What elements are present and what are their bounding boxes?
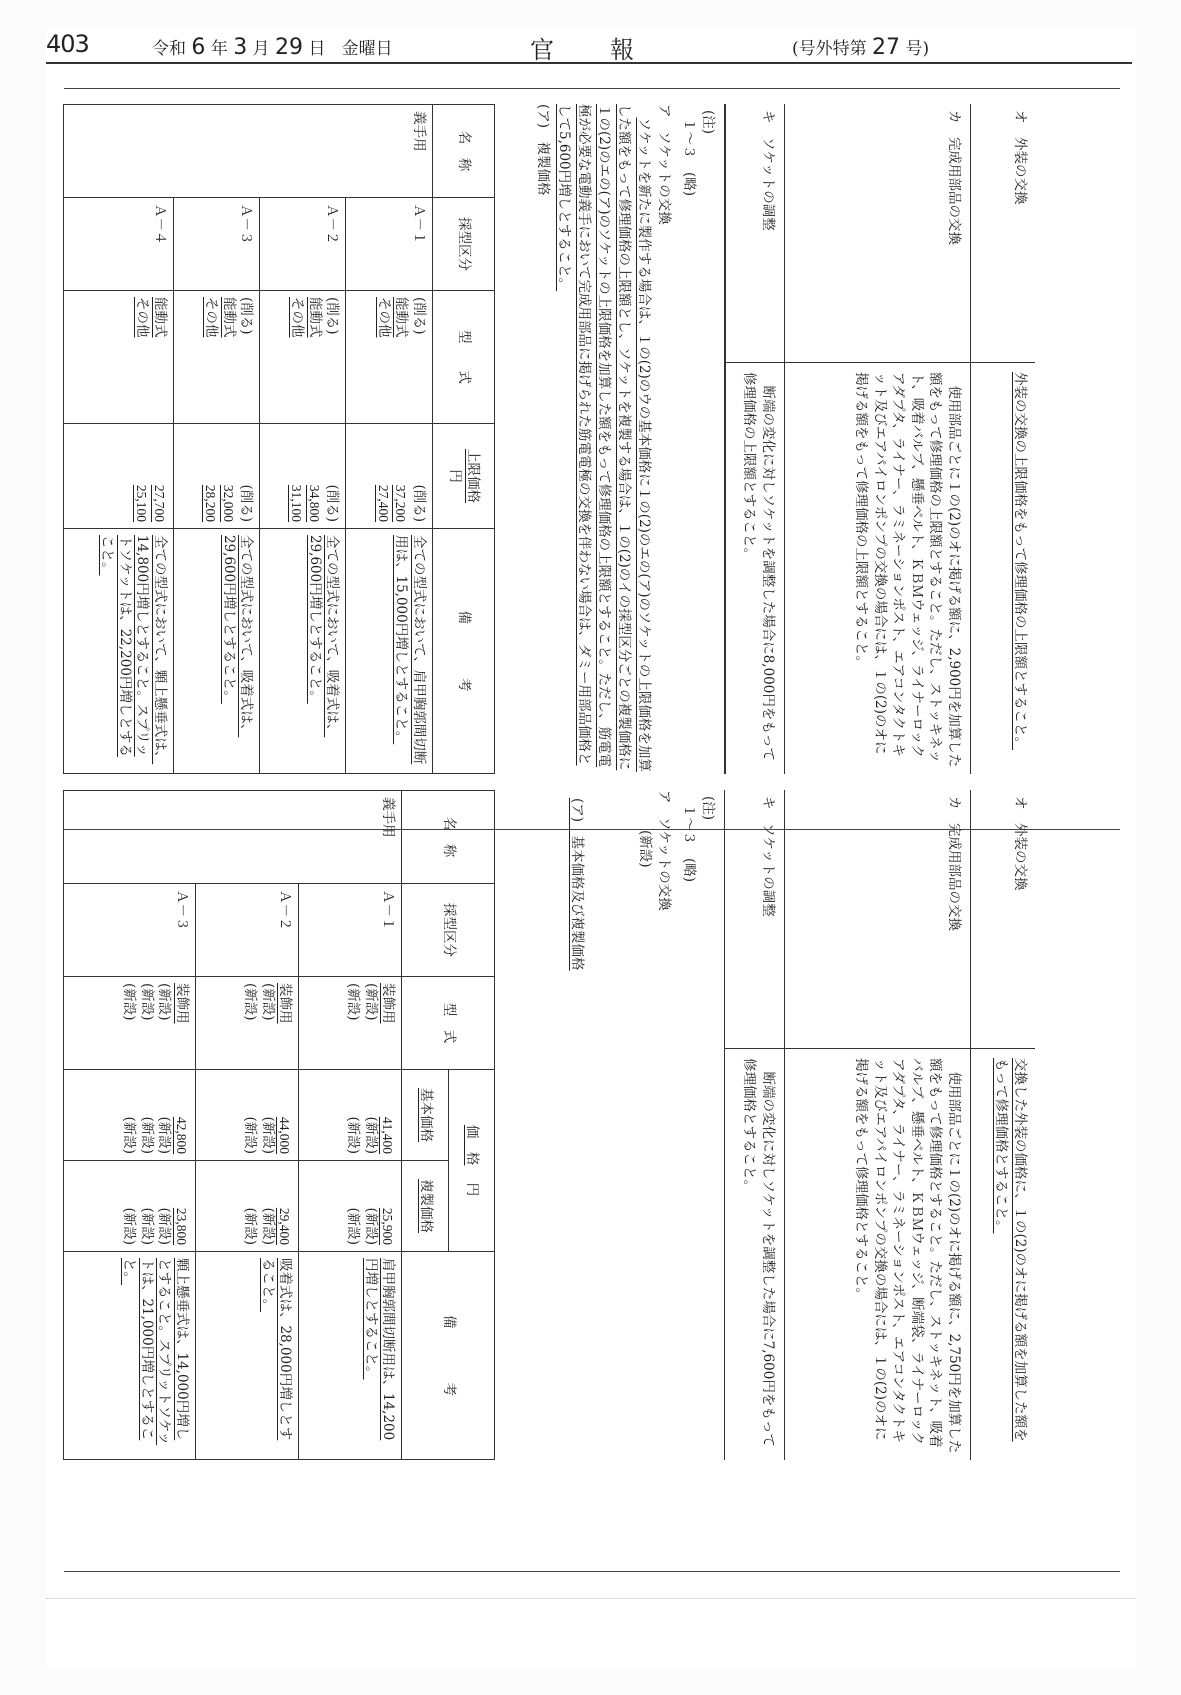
table-row — [260, 105, 346, 774]
header-type: 型 式 — [402, 977, 495, 1070]
table-row — [64, 105, 174, 774]
table-row — [299, 791, 402, 1460]
note: (注) １～３ (略) — [681, 796, 716, 883]
price-cell: (削る) 34,800 31,100 — [260, 424, 346, 529]
remarks-cell: 全ての型式において、吸着式は、29,600円増しとすること。 — [174, 529, 260, 774]
name-cell: 義手用 — [64, 791, 402, 884]
header-category: 採型区分 — [402, 884, 495, 977]
remarks-cell: 全ての型式において、肩甲胸郭間切断用は、15,000円増しとすること。 — [346, 529, 432, 774]
item-ka-text: 使用部品ごとに１の(2)のオに掲げる額に、2,900円を加算した額をもって修理価格の上限額とすること。ただし、ストッキネット、吸着バルブ、懸垂ベルト、ＫＢＭウェッジ、ライナーロックアダプタ、ライナー、ラミネーションポスト、エアコンタクトキット及びエアパイロンポンプの交換の場合には、１の(2)のオに掲げる額をもって修理価格の上限額とすること。 — [853, 372, 962, 768]
header-rule — [46, 62, 1132, 64]
basic-and-replication-price-table — [63, 790, 495, 1460]
gazette-title: 官報 — [530, 36, 690, 64]
page-header — [46, 30, 1136, 62]
header-basic-price: 基本価格 — [402, 1070, 448, 1161]
section-a-heading: ア ソケットの交換 — [656, 790, 672, 911]
type-cell: (削る) 能動式 その他 — [260, 291, 346, 424]
item-o-label: オ 外装の交換 — [1012, 110, 1028, 205]
type-cell: (削る) 能動式 その他 — [174, 291, 260, 424]
category-cell: Ａ－１ — [346, 198, 432, 291]
item-o-label: オ 外装の交換 — [1012, 796, 1028, 891]
item-ka-text: 使用部品ごとに１の(2)のオに掲げる額に、2,750円を加算した額をもって修理価格とすること。ただし、ストッキネット、吸着バルブ、懸垂ベルト、ＫＢＭウェッジ、断端袋、ライナーロックアダプタ、ライナー、ラミネーションポスト、エアコンタクトキット及びエアパイロンポンプの交換の場合には、１の(2)のオに掲げる額をもって修理価格とすること。 — [853, 1058, 962, 1454]
item-ki-text: 断端の変化に対しソケットを調整した場合に8,000円をもって修理価格の上限額とすること。 — [741, 372, 776, 761]
header-price-group: 価 格 円 — [448, 1070, 494, 1252]
copy-price-cell: 25,900 (新設) (新設) — [299, 1161, 402, 1252]
basic-price-cell: 42,800 (新設) (新設) (新設) — [64, 1070, 196, 1161]
note: (注) １～３ (略) — [681, 110, 716, 197]
price-cell: 27,700 25,100 — [64, 424, 174, 529]
category-cell: Ａ－３ — [64, 884, 196, 977]
type-cell: 装飾用 (新設) (新設) — [299, 977, 402, 1070]
type-cell: 装飾用 (新設) (新設) — [195, 977, 298, 1070]
upper-section-old-provisions — [60, 104, 1035, 774]
section-a-heading: ア ソケットの交換 — [656, 104, 672, 225]
item-ki-label: キ ソケットの調整 — [760, 796, 776, 917]
remarks-cell: 全ての型式において、吸着式は、29,600円増しとすること。 — [260, 529, 346, 774]
section-a-text: (新設) — [637, 830, 654, 868]
header-price: 上限価格 円 — [432, 424, 494, 529]
subsection-heading: (ア) 複製価格 — [535, 104, 552, 196]
bottom-rule — [64, 1571, 1120, 1572]
item-ki-text: 断端の変化に対しソケットを調整した場合に7,600円をもって修理価格とすること。 — [741, 1058, 776, 1447]
category-cell: Ａ－１ — [299, 884, 402, 977]
section-a-text: ソケットを新たに製作する場合は、１の(2)のウの基本価格に１の(2)のエの(ア)のソケットの上限価格を加算した額をもって修理価格の上限額とし、ソケットを複製する場合は、１の(2)のイの採型区分ごとの複製価格に１の(2)のエの(ア)のソケットの上限価格を加算した額をもって修理価格の上限額とすること。ただし、筋電電極が必要な電動義手において完成用部品に掲げられた筋電電極の交換を伴わない場合は、ダミー用部品価格として5,600円増しとすること。 — [556, 104, 653, 772]
price-cell: (削る) 37,200 27,400 — [346, 424, 432, 529]
table-row — [195, 791, 298, 1460]
type-cell: 装飾用 (新設) (新設) (新設) — [64, 977, 196, 1070]
basic-price-cell: 41,400 (新設) (新設) — [299, 1070, 402, 1161]
page-number: 403 — [46, 30, 89, 58]
table-row — [174, 105, 260, 774]
header-copy-price: 複製価格 — [402, 1161, 448, 1252]
header-remarks: 備 考 — [402, 1252, 495, 1460]
basic-price-cell: 44,000 (新設) (新設) — [195, 1070, 298, 1161]
replication-price-table — [63, 104, 495, 774]
table-row — [346, 105, 432, 774]
type-cell: 能動式 その他 — [64, 291, 174, 424]
header-category: 採型区分 — [432, 198, 494, 291]
category-cell: Ａ－４ — [64, 198, 174, 291]
header-name: 名 称 — [432, 105, 494, 198]
lower-section-new-provisions — [60, 790, 1035, 1460]
item-ka-label: カ 完成用部品の交換 — [946, 796, 962, 931]
category-cell: Ａ－３ — [174, 198, 260, 291]
type-cell: (削る) 能動式 その他 — [346, 291, 432, 424]
header-type: 型 式 — [432, 291, 494, 424]
issue-number: (号外特第 27 号) — [792, 35, 930, 60]
price-cell: (削る) 32,000 28,200 — [174, 424, 260, 529]
publication-date: 令和 6 年 3 月 29 日 金曜日 — [152, 35, 393, 60]
item-o-text: 外装の交換の上限価格をもって修理価格の上限額とすること。 — [1012, 372, 1028, 750]
weekday: 金曜日 — [341, 39, 393, 59]
subsection-heading: (ア) 基本価格及び複製価格 — [569, 798, 585, 971]
header-name: 名 称 — [402, 791, 495, 884]
header-remarks: 備 考 — [432, 529, 494, 774]
name-cell: 義手用 — [64, 105, 433, 198]
category-cell: Ａ－２ — [260, 198, 346, 291]
remarks-cell: 全ての型式において、顆上懸垂式は、14,800円増しとすること。スプリットソケットは、22,200円増しとすること。 — [64, 529, 174, 774]
item-ki-label: キ ソケットの調整 — [760, 110, 776, 231]
section-a-socket-exchange — [534, 104, 673, 774]
section-a-socket-exchange — [568, 790, 674, 1460]
category-cell: Ａ－２ — [195, 884, 298, 977]
remarks-cell: 吸着式は、28,000円増しとすること。 — [195, 1252, 298, 1460]
table-row — [64, 791, 196, 1460]
copy-price-cell: 29,400 (新設) (新設) — [195, 1161, 298, 1252]
item-ka-label: カ 完成用部品の交換 — [946, 110, 962, 245]
item-o-text: 交換した外装の価格に、１の(2)のオに掲げる額を加算した額をもって修理価格とすること。 — [993, 1058, 1028, 1442]
page-edge — [46, 1598, 1136, 1599]
remarks-cell: 肩甲胸郭間切断用は、14,200円増しとすること。 — [299, 1252, 402, 1460]
remarks-cell: 顆上懸垂式は、14,000円増しとすること。スプリットソケットは、21,000円増しとすること。 — [64, 1252, 196, 1460]
top-rule — [64, 88, 1120, 89]
copy-price-cell: 23,800 (新設) (新設) (新設) — [64, 1161, 196, 1252]
